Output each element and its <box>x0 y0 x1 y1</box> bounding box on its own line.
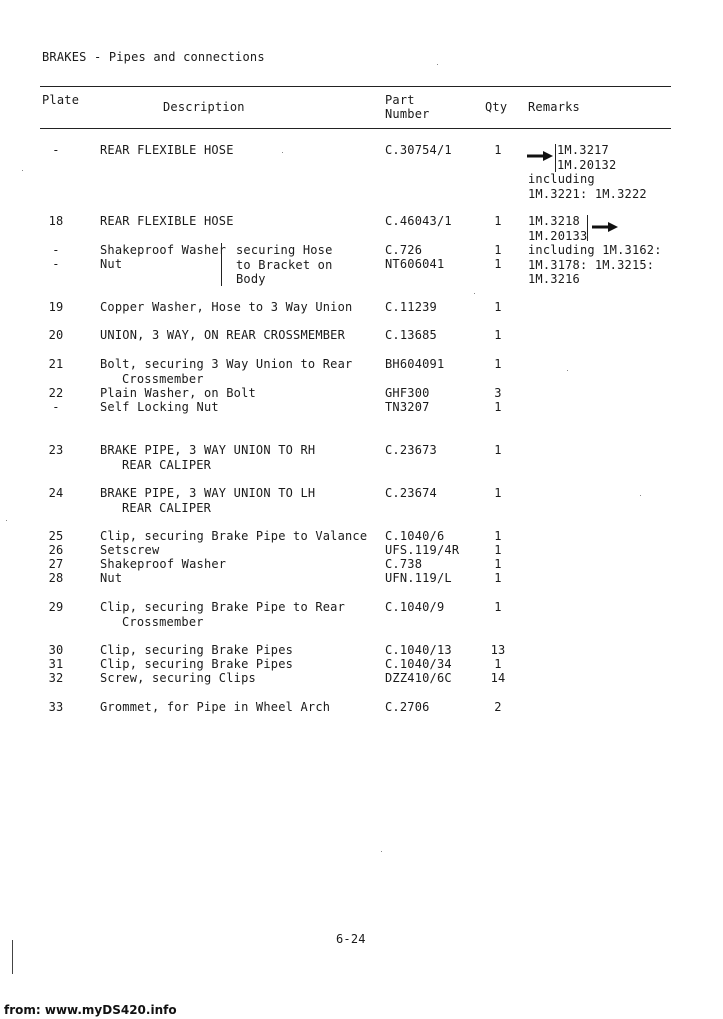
plate-cell: 26 <box>48 543 64 557</box>
scan-speck <box>474 293 475 294</box>
plate-cell: - <box>52 243 60 257</box>
plate-cell: 23 <box>48 443 64 457</box>
part-number-cell: C.1040/9 <box>385 600 445 614</box>
description-cell: Grommet, for Pipe in Wheel Arch <box>100 700 331 714</box>
part-number-cell: C.738 <box>385 557 423 571</box>
header-plate: Plate <box>42 93 80 107</box>
right-arrow-icon <box>592 222 618 232</box>
plate-cell: 21 <box>48 357 64 371</box>
description-cell <box>100 486 315 515</box>
description-cell: REAR FLEXIBLE HOSE <box>100 143 234 157</box>
part-number-cell: DZZ410/6C <box>385 671 452 685</box>
note-line: securing Hose <box>236 243 333 257</box>
page-number: 6-24 <box>336 932 366 946</box>
right-arrow-icon <box>527 151 553 161</box>
qty-cell: 1 <box>494 143 502 157</box>
plate-cell: 32 <box>48 671 64 685</box>
shared-description-note <box>236 243 333 287</box>
plate-cell: 24 <box>48 486 64 500</box>
scan-speck <box>437 64 438 65</box>
plate-cell: 33 <box>48 700 64 714</box>
qty-cell: 1 <box>494 571 502 585</box>
plate-cell: - <box>52 143 60 157</box>
qty-cell: 1 <box>494 328 502 342</box>
description-line: REAR CALIPER <box>122 500 212 515</box>
header-description: Description <box>163 100 245 114</box>
description-cell: Self Locking Nut <box>100 400 219 414</box>
qty-cell: 1 <box>494 443 502 457</box>
remark-line: 1M.20133 <box>528 228 588 243</box>
qty-cell: 1 <box>494 243 502 257</box>
plate-cell: 30 <box>48 643 64 657</box>
part-number-cell: C.23673 <box>385 443 437 457</box>
description-cell: Clip, securing Brake Pipe to Valance <box>100 529 368 543</box>
page-title: BRAKES - Pipes and connections <box>42 50 265 64</box>
description-cell: REAR FLEXIBLE HOSE <box>100 214 234 228</box>
remarks-cell <box>528 172 647 201</box>
header-remarks: Remarks <box>528 100 580 114</box>
part-number-cell: BH604091 <box>385 357 445 371</box>
qty-cell: 1 <box>494 257 502 271</box>
description-cell <box>100 357 352 386</box>
description-cell: Screw, securing Clips <box>100 671 256 685</box>
header-part-number-line2: Number <box>385 107 430 121</box>
source-footer: from: www.myDS420.info <box>4 1003 177 1017</box>
plate-cell: 18 <box>48 214 64 228</box>
description-bracket <box>221 243 222 286</box>
plate-cell: 27 <box>48 557 64 571</box>
scan-speck <box>6 520 7 521</box>
description-cell: Shakeproof Washer <box>100 243 227 257</box>
qty-cell: 1 <box>494 357 502 371</box>
remark-line: including 1M.3162: <box>528 243 662 257</box>
description-cell <box>100 600 345 629</box>
part-number-cell: C.1040/6 <box>385 529 445 543</box>
scan-speck <box>567 370 568 371</box>
part-number-cell: C.13685 <box>385 328 437 342</box>
note-line: Body <box>236 272 266 286</box>
part-number-cell: TN3207 <box>385 400 430 414</box>
qty-cell: 13 <box>490 643 506 657</box>
qty-cell: 1 <box>494 557 502 571</box>
qty-cell: 2 <box>494 700 502 714</box>
remark-line: 1M.3218 <box>528 214 580 228</box>
qty-cell: 14 <box>490 671 506 685</box>
part-number-cell: C.1040/13 <box>385 643 452 657</box>
description-line: BRAKE PIPE, 3 WAY UNION TO RH <box>100 443 316 457</box>
description-cell: Clip, securing Brake Pipes <box>100 657 294 671</box>
remarks-cell <box>557 143 616 172</box>
part-number-cell: C.30754/1 <box>385 143 452 157</box>
description-cell <box>100 443 315 472</box>
description-line: REAR CALIPER <box>122 457 212 472</box>
description-cell: Nut <box>100 571 123 585</box>
description-cell: Copper Washer, Hose to 3 Way Union <box>100 300 353 314</box>
remark-line: 1M.3178: 1M.3215: <box>528 257 655 272</box>
plate-cell: - <box>52 257 60 271</box>
plate-cell: 19 <box>48 300 64 314</box>
part-number-cell: UFS.119/4R <box>385 543 460 557</box>
description-cell: Plain Washer, on Bolt <box>100 386 256 400</box>
qty-cell: 1 <box>494 300 502 314</box>
description-line: BRAKE PIPE, 3 WAY UNION TO LH <box>100 486 316 500</box>
scan-speck <box>282 152 283 153</box>
part-number-cell: C.1040/34 <box>385 657 452 671</box>
remark-line: 1M.3221: 1M.3222 <box>528 186 647 201</box>
remark-line: 1M.3216 <box>528 272 580 286</box>
scan-edge-mark <box>12 940 13 974</box>
part-number-cell: C.46043/1 <box>385 214 452 228</box>
part-number-cell: UFN.119/L <box>385 571 452 585</box>
plate-cell: 25 <box>48 529 64 543</box>
qty-cell: 1 <box>494 486 502 500</box>
scan-speck <box>381 851 382 852</box>
qty-cell: 1 <box>494 400 502 414</box>
header-top-rule <box>40 86 671 87</box>
header-bottom-rule <box>40 128 671 129</box>
description-line: Clip, securing Brake Pipe to Rear <box>100 600 346 614</box>
part-number-cell: C.726 <box>385 243 423 257</box>
plate-cell: 28 <box>48 571 64 585</box>
remarks-bracket <box>555 144 556 172</box>
remark-line: including <box>528 172 595 186</box>
qty-cell: 1 <box>494 529 502 543</box>
qty-cell: 3 <box>494 386 502 400</box>
part-number-cell: C.11239 <box>385 300 437 314</box>
description-cell: Clip, securing Brake Pipes <box>100 643 294 657</box>
description-line: Crossmember <box>122 614 204 629</box>
qty-cell: 1 <box>494 657 502 671</box>
plate-cell: - <box>52 400 60 414</box>
description-cell: Nut <box>100 257 123 271</box>
header-qty: Qty <box>485 100 508 114</box>
plate-cell: 20 <box>48 328 64 342</box>
remarks-bracket <box>587 215 588 241</box>
description-cell: Shakeproof Washer <box>100 557 227 571</box>
qty-cell: 1 <box>494 543 502 557</box>
part-number-cell: GHF300 <box>385 386 430 400</box>
part-number-cell: NT606041 <box>385 257 445 271</box>
note-line: to Bracket on <box>236 257 333 272</box>
description-line: Crossmember <box>122 371 204 386</box>
plate-cell: 31 <box>48 657 64 671</box>
qty-cell: 1 <box>494 214 502 228</box>
header-part-number-line1: Part <box>385 93 415 107</box>
description-cell: Setscrew <box>100 543 160 557</box>
remark-line: 1M.3217 <box>557 143 609 157</box>
description-line: Bolt, securing 3 Way Union to Rear <box>100 357 353 371</box>
description-cell: UNION, 3 WAY, ON REAR CROSSMEMBER <box>100 328 346 342</box>
scan-speck <box>640 495 641 496</box>
remark-line: 1M.20132 <box>557 157 617 172</box>
part-number-cell: C.23674 <box>385 486 437 500</box>
part-number-cell: C.2706 <box>385 700 430 714</box>
plate-cell: 29 <box>48 600 64 614</box>
scan-speck <box>22 170 23 171</box>
qty-cell: 1 <box>494 600 502 614</box>
plate-cell: 22 <box>48 386 64 400</box>
